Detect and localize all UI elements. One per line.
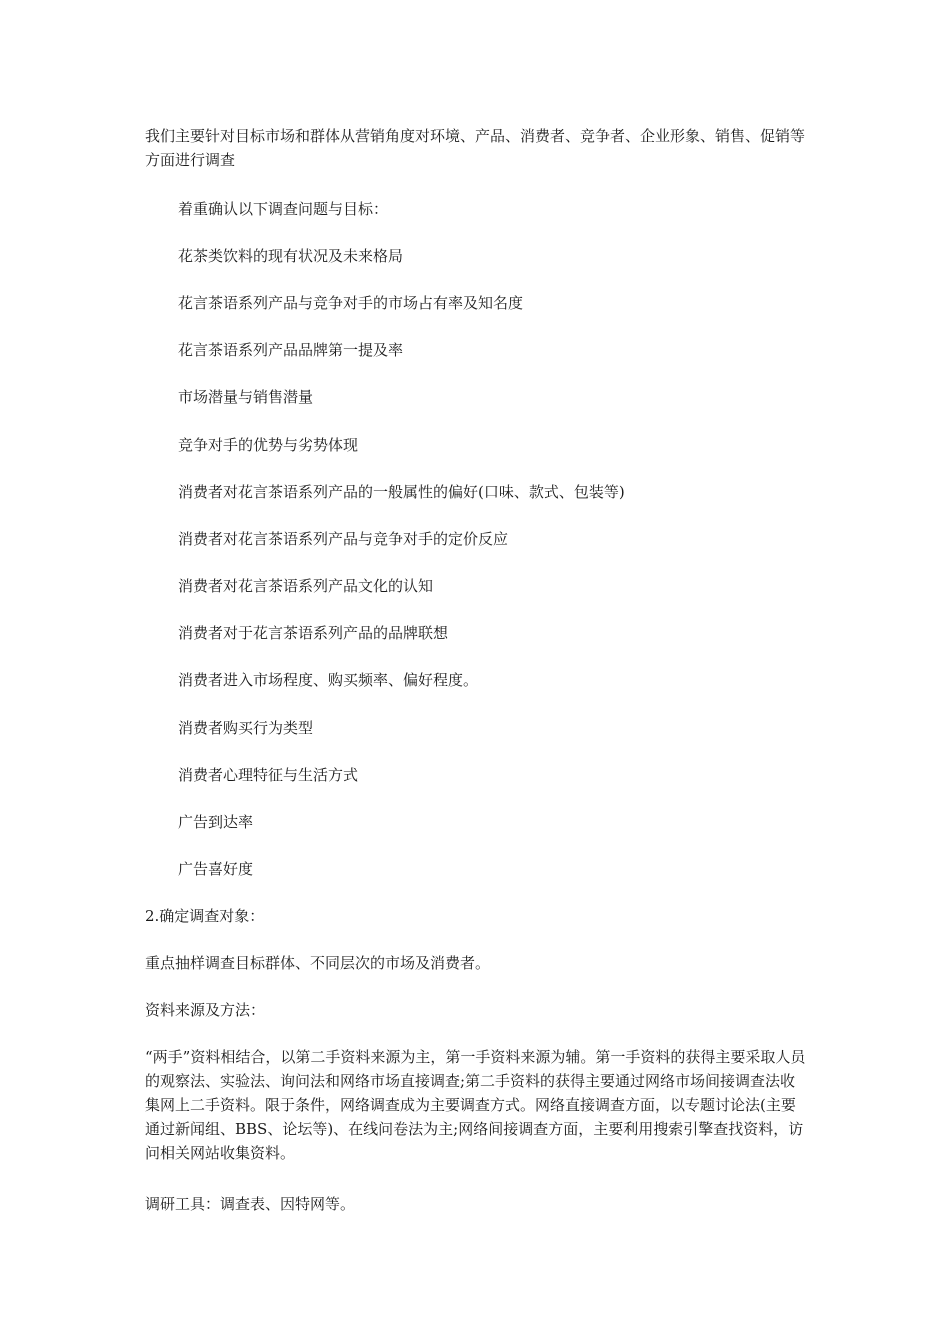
list-item: 消费者对花言茶语系列产品与竞争对手的定价反应 [178,530,509,548]
list-item: 广告到达率 [178,813,254,831]
section2-heading: 2.确定调查对象： [145,907,265,925]
list-item: 消费者进入市场程度、购买频率、偏好程度。 [178,671,479,689]
list-item: 消费者对花言茶语系列产品的一般属性的偏好(口味、款式、包装等) [178,483,625,501]
list-item: 竞争对手的优势与劣势体现 [178,436,359,454]
list-item: 消费者购买行为类型 [178,719,314,737]
list-item: 花言茶语系列产品品牌第一提及率 [178,341,404,359]
list-item: 花言茶语系列产品与竞争对手的市场占有率及知名度 [178,294,524,312]
focus-heading: 着重确认以下调查问题与目标： [178,200,389,218]
list-item: 消费者心理特征与生活方式 [178,766,359,784]
list-item: 消费者对花言茶语系列产品文化的认知 [178,577,434,595]
sources-heading: 资料来源及方法： [145,1001,266,1019]
list-item: 花茶类饮料的现有状况及未来格局 [178,247,404,265]
tools-paragraph: 调研工具：调查表、因特网等。 [145,1195,356,1213]
intro-paragraph: 我们主要针对目标市场和群体从营销角度对环境、产品、消费者、竞争者、企业形象、销售、促销等方面进行调查 [145,127,806,169]
section2-text: 重点抽样调查目标群体、不同层次的市场及消费者。 [145,954,491,972]
list-item: 广告喜好度 [178,860,254,878]
list-item: 消费者对于花言茶语系列产品的品牌联想 [178,624,449,642]
list-item: 市场潜量与销售潜量 [178,388,314,406]
sources-paragraph: “两手”资料相结合，以第二手资料来源为主，第一手资料来源为辅。第一手资料的获得主要采取人员的观察法、实验法、询问法和网络市场直接调查;第二手资料的获得主要通过网络市场间接调查法收集网上二手资料。限于条件，网络调查成为主要调查方式。网络直接调查方面，以专题讨论法(主要通过新闻组、BBS、论坛等)、在线问卷法为主;网络间接调查方面，主要利用搜索引擎查找资料，访问相关网站收集资料。 [145,1048,806,1162]
